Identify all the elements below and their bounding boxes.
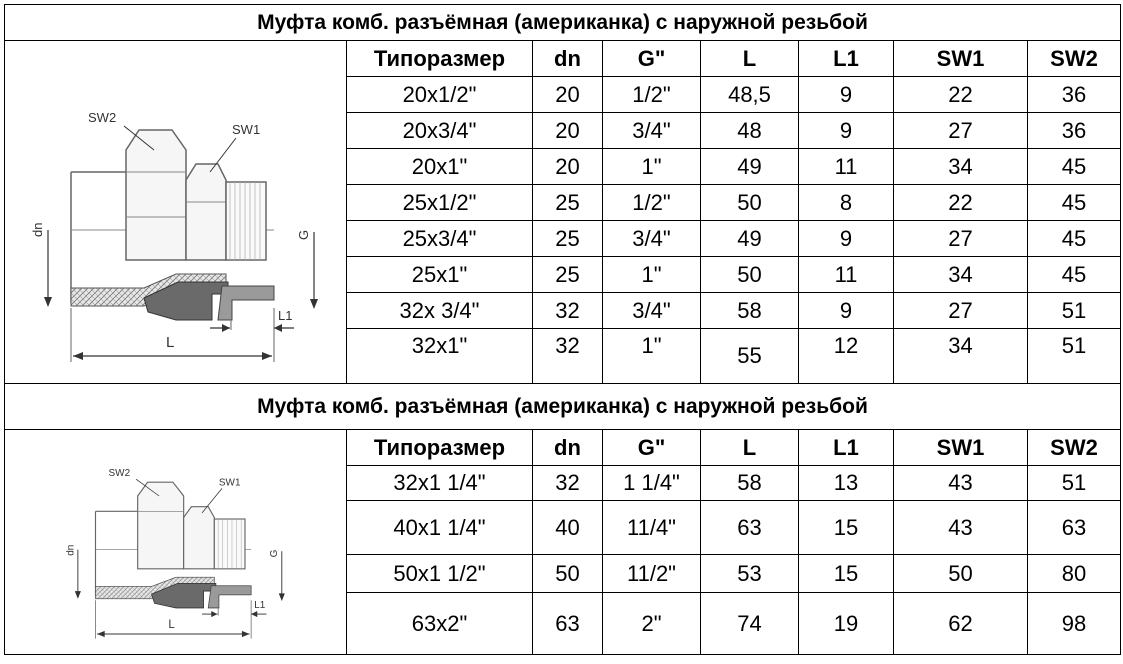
header-g: G" (603, 41, 701, 77)
cell-dn: 20 (533, 77, 603, 113)
cell-size: 25x3/4" (347, 221, 533, 257)
cell-size: 40x1 1/4" (347, 501, 533, 555)
cell-sw1: 27 (894, 221, 1028, 257)
cell-g: 1" (603, 149, 701, 185)
cell-g: 1 1/4" (603, 466, 701, 501)
cell-sw1: 34 (894, 257, 1028, 293)
cell-size: 25x1" (347, 257, 533, 293)
table-title-row (5, 5, 1121, 41)
cell-g: 11/2" (603, 555, 701, 593)
cell-dn: 25 (533, 221, 603, 257)
dn-label: dn (29, 222, 45, 237)
l-label: L (165, 334, 174, 351)
cell-size: 32x1" (347, 329, 533, 384)
spec-table-2 (4, 383, 1121, 655)
header-dn: dn (533, 430, 603, 466)
cell-l1: 19 (799, 593, 894, 655)
cell-sw2: 45 (1028, 185, 1121, 221)
cell-g: 1/2" (603, 185, 701, 221)
cell-size: 25x1/2" (347, 185, 533, 221)
cell-dn: 40 (533, 501, 603, 555)
header-sw1: SW1 (894, 430, 1028, 466)
cell-g: 2" (603, 593, 701, 655)
l1-label: L1 (253, 599, 265, 611)
cell-l1: 15 (799, 501, 894, 555)
cell-g: 3/4" (603, 293, 701, 329)
cell-g: 1" (603, 257, 701, 293)
cell-sw2: 51 (1028, 293, 1121, 329)
fitting-drawing-cell (5, 41, 347, 384)
cell-dn: 32 (533, 329, 603, 384)
cell-dn: 32 (533, 293, 603, 329)
cell-g: 3/4" (603, 221, 701, 257)
cell-l1: 12 (799, 329, 894, 384)
fitting-drawing-cell (5, 430, 347, 655)
cell-sw2: 36 (1028, 113, 1121, 149)
cell-l: 48 (701, 113, 799, 149)
cell-g: 1/2" (603, 77, 701, 113)
cell-l: 63 (701, 501, 799, 555)
l-label: L (167, 618, 175, 631)
cell-l: 53 (701, 555, 799, 593)
cell-sw1: 43 (894, 501, 1028, 555)
cell-l: 49 (701, 221, 799, 257)
cell-size: 32x 3/4" (347, 293, 533, 329)
sw2-label: SW2 (87, 110, 116, 125)
sw1-label: SW1 (218, 477, 241, 489)
cell-size: 20x3/4" (347, 113, 533, 149)
header-size: Типоразмер (347, 41, 533, 77)
header-dn: dn (533, 41, 603, 77)
cell-size: 63x2" (347, 593, 533, 655)
cell-l: 58 (701, 293, 799, 329)
cell-size: 20x1" (347, 149, 533, 185)
cell-l: 49 (701, 149, 799, 185)
header-l: L (701, 41, 799, 77)
cell-g: 3/4" (603, 113, 701, 149)
header-size: Типоразмер (347, 430, 533, 466)
cell-l1: 11 (799, 149, 894, 185)
cell-size: 50x1 1/2" (347, 555, 533, 593)
header-g: G" (603, 430, 701, 466)
cell-g: 1" (603, 329, 701, 384)
cell-l1: 15 (799, 555, 894, 593)
cell-sw1: 34 (894, 329, 1028, 384)
cell-sw1: 22 (894, 77, 1028, 113)
header-sw2: SW2 (1028, 430, 1121, 466)
header-l1: L1 (799, 430, 894, 466)
sw2-label: SW2 (108, 468, 130, 480)
cell-l1: 9 (799, 113, 894, 149)
cell-l: 55 (701, 329, 799, 384)
cell-dn: 63 (533, 593, 603, 655)
cell-sw2: 51 (1028, 329, 1121, 384)
cell-sw2: 45 (1028, 257, 1121, 293)
fitting-drawing-2 (61, 442, 291, 642)
cell-sw1: 62 (894, 593, 1028, 655)
cell-dn: 32 (533, 466, 603, 501)
cell-l: 58 (701, 466, 799, 501)
cell-l: 50 (701, 185, 799, 221)
g-label: G (295, 229, 311, 240)
header-l1: L1 (799, 41, 894, 77)
header-row (5, 430, 1121, 466)
sw1-label: SW1 (231, 122, 260, 137)
dn-label: dn (64, 544, 76, 556)
cell-sw1: 27 (894, 113, 1028, 149)
cell-sw2: 36 (1028, 77, 1121, 113)
cell-size: 32x1 1/4" (347, 466, 533, 501)
l1-label: L1 (277, 308, 292, 323)
cell-l: 74 (701, 593, 799, 655)
cell-l1: 9 (799, 293, 894, 329)
cell-sw1: 22 (894, 185, 1028, 221)
header-sw2: SW2 (1028, 41, 1121, 77)
cell-l1: 13 (799, 466, 894, 501)
header-sw1: SW1 (894, 41, 1028, 77)
header-l: L (701, 430, 799, 466)
cell-sw1: 34 (894, 149, 1028, 185)
cell-sw2: 45 (1028, 221, 1121, 257)
cell-sw1: 50 (894, 555, 1028, 593)
cell-sw2: 51 (1028, 466, 1121, 501)
cell-dn: 50 (533, 555, 603, 593)
table-title: Муфта комб. разъёмная (американка) с наружной резьбой (5, 5, 1121, 41)
cell-sw2: 98 (1028, 593, 1121, 655)
cell-sw2: 63 (1028, 501, 1121, 555)
cell-dn: 20 (533, 113, 603, 149)
spec-table-1 (4, 4, 1121, 384)
cell-g: 11/4" (603, 501, 701, 555)
cell-sw2: 80 (1028, 555, 1121, 593)
table-title: Муфта комб. разъёмная (американка) с наружной резьбой (5, 384, 1121, 430)
cell-dn: 25 (533, 257, 603, 293)
cell-sw1: 27 (894, 293, 1028, 329)
cell-l1: 11 (799, 257, 894, 293)
g-label: G (268, 549, 280, 558)
cell-size: 20x1/2" (347, 77, 533, 113)
cell-dn: 25 (533, 185, 603, 221)
cell-l1: 8 (799, 185, 894, 221)
cell-dn: 20 (533, 149, 603, 185)
cell-l1: 9 (799, 221, 894, 257)
cell-l: 50 (701, 257, 799, 293)
cell-sw1: 43 (894, 466, 1028, 501)
cell-sw2: 45 (1028, 149, 1121, 185)
fitting-drawing-1 (26, 62, 326, 362)
header-row (5, 41, 1121, 77)
cell-l1: 9 (799, 77, 894, 113)
table-title-row (5, 384, 1121, 430)
cell-l: 48,5 (701, 77, 799, 113)
